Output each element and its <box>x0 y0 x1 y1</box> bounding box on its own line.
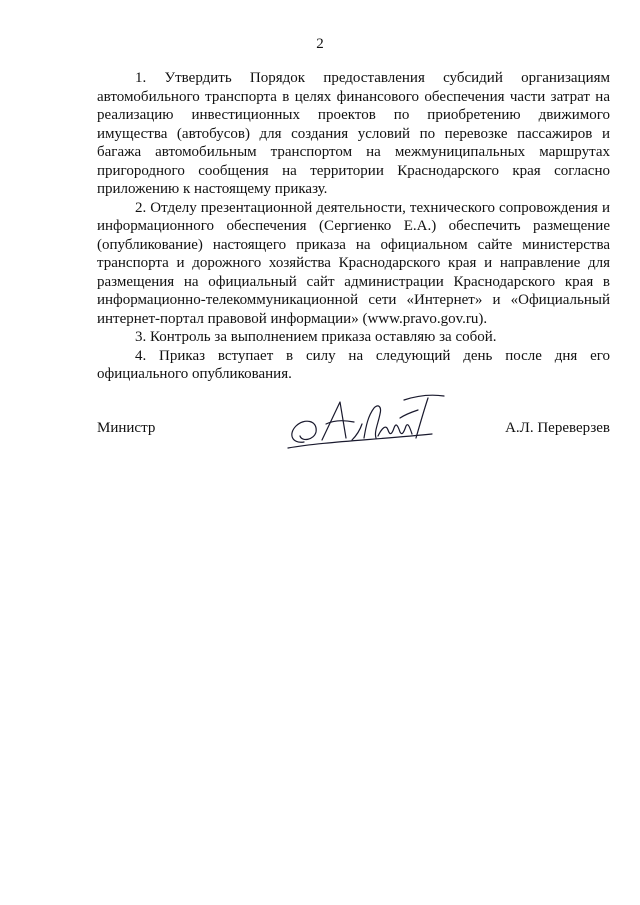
paragraph-1: 1. Утвердить Порядок предоставления субсидий организациям автомобильного транспорта в целях финансового обеспечения части затрат на реализацию инвестиционных проектов по приобретению движимого имущества (автобусов) для создания условий по перевозке пассажиров и багажа автомобильным транспортом на межмуниципальных маршрутах пригородного сообщения на территории Краснодарского края согласно приложению к настоящему приказу. <box>97 70 610 197</box>
paragraph-3: 3. Контроль за выполнением приказа оставляю за собой. <box>135 329 497 345</box>
signer-position: Министр <box>97 420 156 436</box>
handwritten-signature <box>282 390 452 460</box>
signature-block <box>97 390 610 460</box>
page-number: 2 <box>316 36 324 52</box>
signature-graphic <box>282 390 452 460</box>
paragraph-4: 4. Приказ вступает в силу на следующий день после дня его официального опубликования. <box>97 347 610 382</box>
paragraph-2: 2. Отделу презентационной деятельности, технического сопровождения и информационного обеспечения (Сергиенко Е.А.) обеспечить размещение (опубликование) настоящего приказа на официальном сайте министерства транспорта и дорожного хозяйства Краснодарского края и направление для размещения на официальный сайт администрации Краснодарского края в информационно-телекоммуникационной сети «Интернет» и «Официальный интернет-портал правовой информации» (www.pravo.gov.ru). <box>97 199 610 327</box>
order-body <box>97 69 610 384</box>
signer-name: А.Л. Переверзев <box>505 420 610 436</box>
